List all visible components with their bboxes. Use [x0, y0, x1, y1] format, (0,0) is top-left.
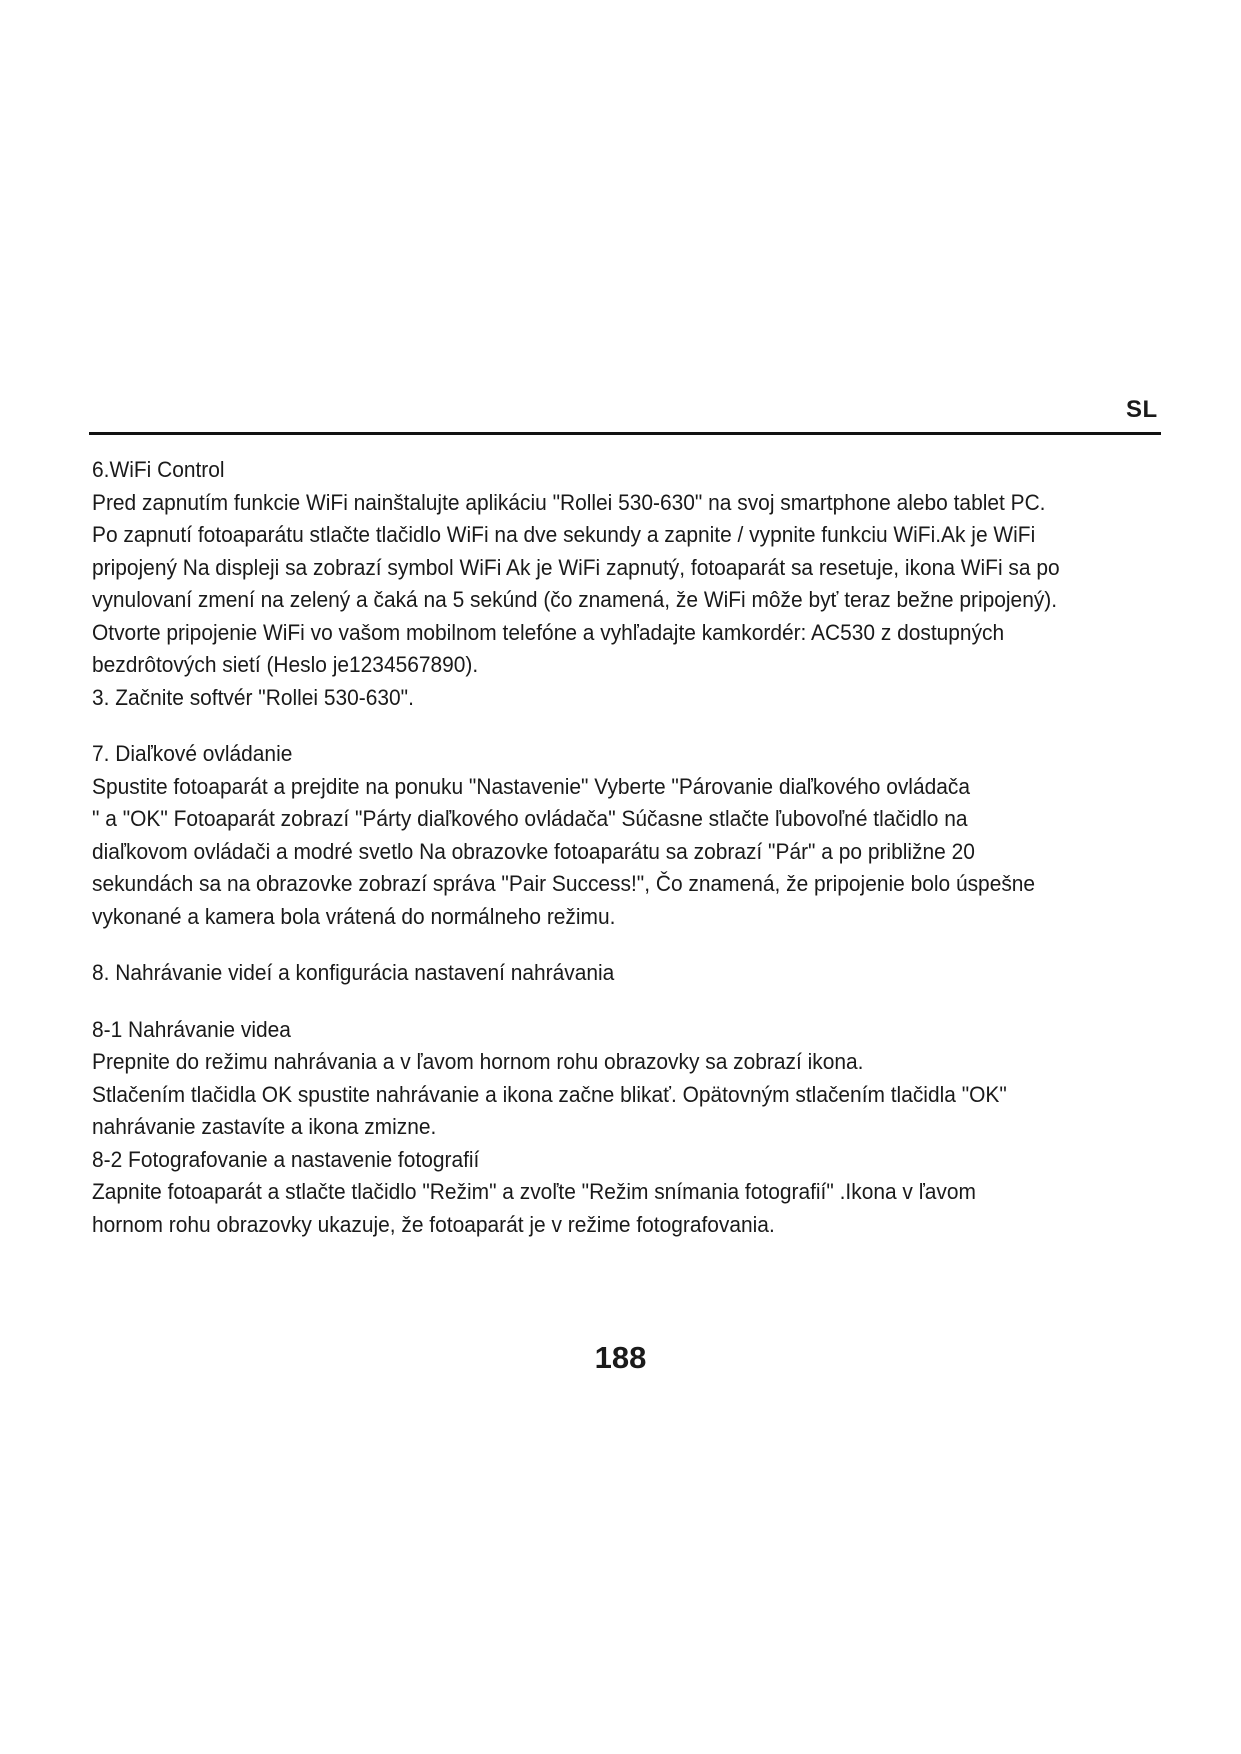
section-video-and-photo — [92, 1014, 1078, 1242]
text-line: Po zapnutí fotoaparátu stlačte tlačidlo WiFi na dve sekundy a zapnite / vypnite funkciu WiFi.Ak je WiFi — [92, 522, 1036, 547]
section-remote-control — [92, 738, 1078, 933]
text-line: Stlačením tlačidla OK spustite nahrávanie a ikona začne blikať. Opätovným stlačením tlačidla "OK" — [92, 1081, 1007, 1107]
document-body — [92, 454, 1078, 1241]
text-line: hornom rohu obrazovky ukazuje, že fotoaparát je v režime fotografovania. — [92, 1211, 775, 1237]
section-spacer — [92, 933, 1078, 957]
text-line: bezdrôtových sietí (Heslo je1234567890). — [92, 652, 479, 677]
text-line: pripojený Na displeji sa zobrazí symbol WiFi Ak je WiFi zapnutý, fotoaparát sa resetuje, ikona WiFi sa po — [92, 554, 1060, 580]
text-line: Prepnite do režimu nahrávania a v ľavom hornom rohu obrazovky sa zobrazí ikona. — [92, 1049, 864, 1074]
subsection-heading: 8-2 Fotografovanie a nastavenie fotografií — [92, 1146, 480, 1172]
text-line: Pred zapnutím funkcie WiFi nainštalujte aplikáciu "Rollei 530-630" na svoj smartphone alebo tablet PC. — [92, 489, 1046, 515]
section-video-recording — [92, 957, 1078, 990]
header-divider — [89, 432, 1161, 435]
text-line: sekundách sa na obrazovke zobrazí správa "Pair Success!", Čo znamená, že pripojenie bolo úspešne — [92, 871, 1036, 896]
text-line: vynulovaní zmení na zelený a čaká na 5 sekúnd (čo znamená, že WiFi môže byť teraz bežne pripojený). — [92, 587, 1058, 612]
section-spacer — [92, 714, 1078, 738]
text-line: nahrávanie zastavíte a ikona zmizne. — [92, 1114, 437, 1139]
text-line: 3. Začnite softvér "Rollei 530-630". — [92, 684, 414, 710]
text-line: Otvorte pripojenie WiFi vo vašom mobilnom telefóne a vyhľadajte kamkordér: AC530 z dostupných — [92, 619, 1005, 645]
section-spacer — [92, 990, 1078, 1014]
subsection-heading: 8-1 Nahrávanie videa — [92, 1016, 291, 1042]
text-line: diaľkovom ovládači a modré svetlo Na obrazovke fotoaparátu sa zobrazí "Pár" a po približne 20 — [92, 838, 975, 864]
section-heading: 6.WiFi Control — [92, 457, 225, 482]
text-line: Spustite fotoaparát a prejdite na ponuku "Nastavenie" Vyberte "Párovanie diaľkového ovládača — [92, 773, 970, 799]
text-line: vykonané a kamera bola vrátená do normálneho režimu. — [92, 903, 616, 929]
section-heading: 7. Diaľkové ovládanie — [92, 741, 293, 766]
text-line: " a "OK" Fotoaparát zobrazí "Párty diaľkového ovládača" Súčasne stlačte ľubovoľné tlačidlo na — [92, 806, 968, 831]
page-number: 188 — [594, 1340, 647, 1375]
language-code: SL — [1126, 396, 1158, 423]
text-line: Zapnite fotoaparát a stlačte tlačidlo "Režim" a zvoľte "Režim snímania fotografií" .Ikona v ľavom — [92, 1179, 976, 1204]
section-heading: 8. Nahrávanie videí a konfigurácia nastavení nahrávania — [92, 960, 615, 985]
section-wifi-control — [92, 454, 1078, 714]
